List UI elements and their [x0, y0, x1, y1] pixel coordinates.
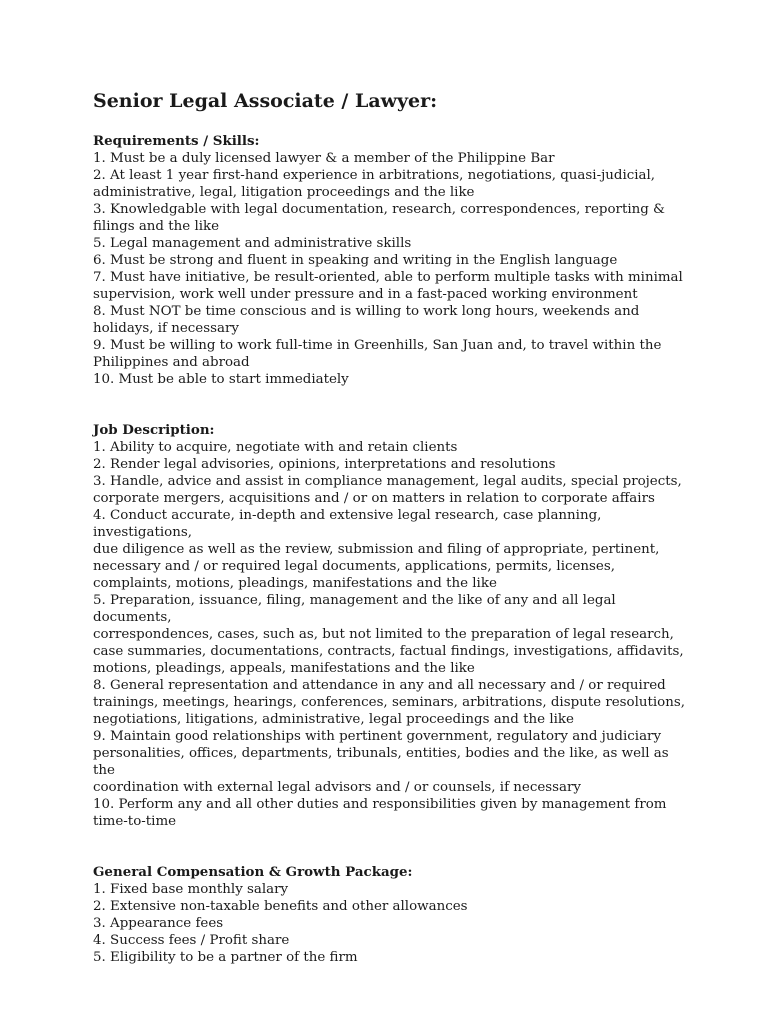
requirements-heading: Requirements / Skills:	[93, 133, 260, 149]
requirements-line: filings and the like	[93, 219, 220, 234]
job-description-line: necessary and / or required legal documents, applications, permits, licenses,	[93, 559, 615, 574]
compensation-line: 5. Eligibility to be a partner of the firm	[93, 950, 358, 965]
requirements-line: administrative, legal, litigation proceedings and the like	[93, 185, 475, 200]
job-description-line: case summaries, documentations, contracts, factual findings, investigations, affidavits,	[93, 644, 684, 659]
compensation-line: 4. Success fees / Profit share	[93, 933, 290, 948]
job-description-line: 1. Ability to acquire, negotiate with and retain clients	[93, 440, 458, 455]
requirements-line: 9. Must be willing to work full-time in Greenhills, San Juan and, to travel within the	[93, 338, 662, 353]
compensation-heading: General Compensation & Growth Package:	[93, 864, 413, 880]
job-description-line: 3. Handle, advice and assist in compliance management, legal audits, special projects,	[93, 474, 682, 489]
requirements-line: 7. Must have initiative, be result-oriented, able to perform multiple tasks with minimal	[93, 270, 683, 285]
requirements-line: 10. Must be able to start immediately	[93, 372, 349, 387]
job-description-line: 9. Maintain good relationships with pertinent government, regulatory and judiciary	[93, 729, 662, 744]
requirements-line: 3. Knowledgable with legal documentation, research, correspondences, reporting &	[93, 202, 665, 217]
requirements-line: 1. Must be a duly licensed lawyer & a member of the Philippine Bar	[93, 151, 555, 166]
requirements-line: Philippines and abroad	[93, 355, 250, 370]
job-description-heading: Job Description:	[93, 422, 215, 438]
job-description-line: due diligence as well as the review, submission and filing of appropriate, pertinent,	[93, 542, 660, 557]
requirements-line: 6. Must be strong and fluent in speaking and writing in the English language	[93, 253, 618, 268]
job-description-line: motions, pleadings, appeals, manifestations and the like	[93, 661, 475, 676]
job-description-line: 10. Perform any and all other duties and responsibilities given by management from	[93, 797, 667, 812]
job-description-line: coordination with external legal advisors and / or counsels, if necessary	[93, 780, 581, 795]
job-description-section	[93, 422, 688, 830]
job-description-line: time-to-time	[93, 814, 177, 829]
job-description-line: 8. General representation and attendance in any and all necessary and / or required	[93, 678, 666, 693]
job-description-line: personalities, offices, departments, tribunals, entities, bodies and the like, as well as the	[93, 746, 669, 778]
job-description-line: negotiations, litigations, administrative, legal proceedings and the like	[93, 712, 574, 727]
job-description-line: corporate mergers, acquisitions and / or on matters in relation to corporate affairs	[93, 491, 655, 506]
compensation-section	[93, 864, 688, 966]
job-description-line: 2. Render legal advisories, opinions, interpretations and resolutions	[93, 457, 556, 472]
job-description-line: correspondences, cases, such as, but not limited to the preparation of legal research,	[93, 627, 674, 642]
requirements-line: 5. Legal management and administrative skills	[93, 236, 412, 251]
compensation-line: 3. Appearance fees	[93, 916, 224, 931]
compensation-line: 1. Fixed base monthly salary	[93, 882, 289, 897]
job-description-line: trainings, meetings, hearings, conferences, seminars, arbitrations, dispute resolutions,	[93, 695, 685, 710]
requirements-line: supervision, work well under pressure and in a fast-paced working environment	[93, 287, 638, 302]
requirements-section	[93, 133, 688, 388]
section-spacer	[93, 388, 688, 422]
job-description-line: 4. Conduct accurate, in-depth and extensive legal research, case planning, investigations,	[93, 508, 602, 540]
job-description-line: 5. Preparation, issuance, filing, management and the like of any and all legal documents,	[93, 593, 616, 625]
document-title: Senior Legal Associate / Lawyer:	[93, 90, 438, 112]
section-spacer	[93, 830, 688, 864]
requirements-line: 8. Must NOT be time conscious and is willing to work long hours, weekends and	[93, 304, 640, 319]
compensation-line: 2. Extensive non-taxable benefits and other allowances	[93, 899, 468, 914]
requirements-line: holidays, if necessary	[93, 321, 239, 336]
requirements-line: 2. At least 1 year first-hand experience in arbitrations, negotiations, quasi-judicial,	[93, 168, 656, 183]
job-description-line: complaints, motions, pleadings, manifestations and the like	[93, 576, 497, 591]
